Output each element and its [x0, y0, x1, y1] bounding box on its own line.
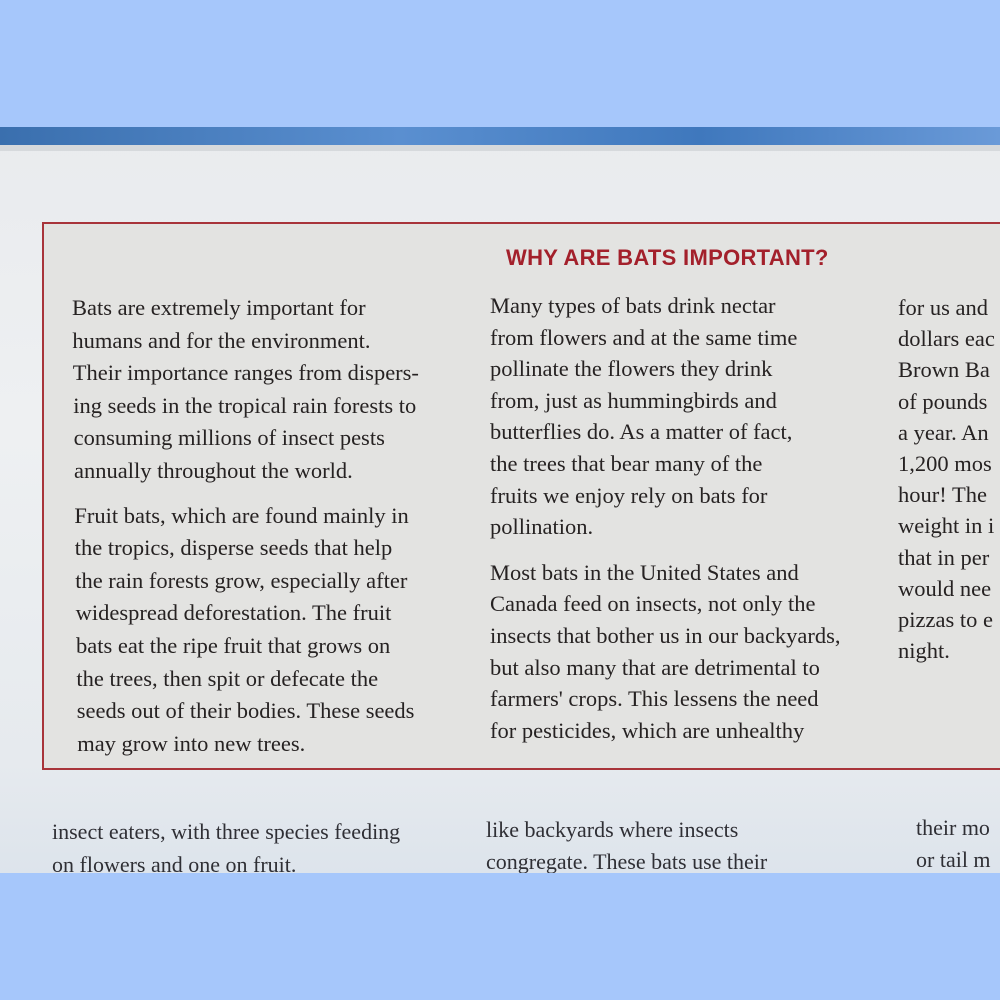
below-column1-line: on flowers and one on fruit.: [52, 852, 297, 873]
column3-line: dollars eac: [898, 326, 995, 352]
column2-line: from flowers and at the same time: [490, 324, 798, 350]
below-column2-line: like backyards where insects: [486, 817, 739, 842]
column2-line: pollination.: [490, 514, 594, 540]
column3-line: for us and: [898, 295, 988, 320]
column2-line: Many types of bats drink nectar: [490, 293, 776, 318]
below-column3-line: their mo: [916, 815, 990, 840]
column2-line: farmers' crops. This lessens the need: [490, 686, 819, 712]
column3-line: weight in i: [898, 513, 995, 539]
column2-line: pollinate the flowers they drink: [490, 356, 773, 382]
column2-line: from, just as hummingbirds and: [490, 387, 777, 413]
column1-line: consuming millions of insect pests: [73, 425, 385, 451]
background-strip: [0, 127, 1000, 145]
column1-line: Their importance ranges from dispers-: [72, 360, 419, 386]
column3-line: 1,200 mos: [898, 451, 992, 476]
column3-line: would nee: [898, 575, 992, 601]
column1-line: the rain forests grow, especially after: [75, 567, 408, 593]
column1-line: Bats are extremely important for: [72, 295, 366, 320]
box-title: WHY ARE BATS IMPORTANT?: [506, 245, 829, 270]
column2-line: butterflies do. As a matter of fact,: [490, 419, 793, 445]
column3-line: of pounds: [898, 388, 988, 414]
page-edge: [0, 145, 1000, 151]
column1-line: seeds out of their bodies. These seeds: [76, 698, 415, 724]
column2-line: insects that bother us in our backyards,: [490, 623, 841, 648]
column2-line: Canada feed on insects, not only the: [490, 591, 816, 617]
column3-line: a year. An: [898, 419, 989, 445]
column1-line: may grow into new trees.: [77, 730, 306, 756]
column2-line: fruits we enjoy rely on bats for: [490, 482, 768, 508]
column1-line: humans and for the environment.: [72, 327, 371, 353]
column3-line: that in per: [898, 544, 990, 570]
below-column1-line: insect eaters, with three species feeding: [52, 819, 401, 844]
column3-line: night.: [898, 638, 950, 664]
column1-line: bats eat the ripe fruit that grows on: [76, 633, 391, 658]
column1-line: widespread deforestation. The fruit: [75, 600, 392, 626]
column2-line: but also many that are detrimental to: [490, 654, 820, 680]
below-column3-line: or tail m: [916, 847, 991, 872]
column1-line: Fruit bats, which are found mainly in: [74, 502, 409, 528]
column3-line: Brown Ba: [898, 357, 990, 383]
column2-line: Most bats in the United States and: [490, 559, 799, 585]
column2-line: the trees that bear many of the: [490, 451, 763, 476]
column3-line: hour! The: [898, 482, 987, 508]
below-column2-line: congregate. These bats use their: [486, 849, 768, 873]
column3-line: pizzas to e: [898, 607, 993, 632]
column1-line: the tropics, disperse seeds that help: [74, 535, 393, 561]
column2-line: for pesticides, which are unhealthy: [490, 717, 805, 743]
column1-line: ing seeds in the tropical rain forests to: [73, 392, 417, 418]
book-page-photo: [0, 127, 1000, 873]
column1-line: the trees, then spit or defecate the: [76, 665, 379, 691]
column1-line: annually throughout the world.: [74, 458, 353, 483]
